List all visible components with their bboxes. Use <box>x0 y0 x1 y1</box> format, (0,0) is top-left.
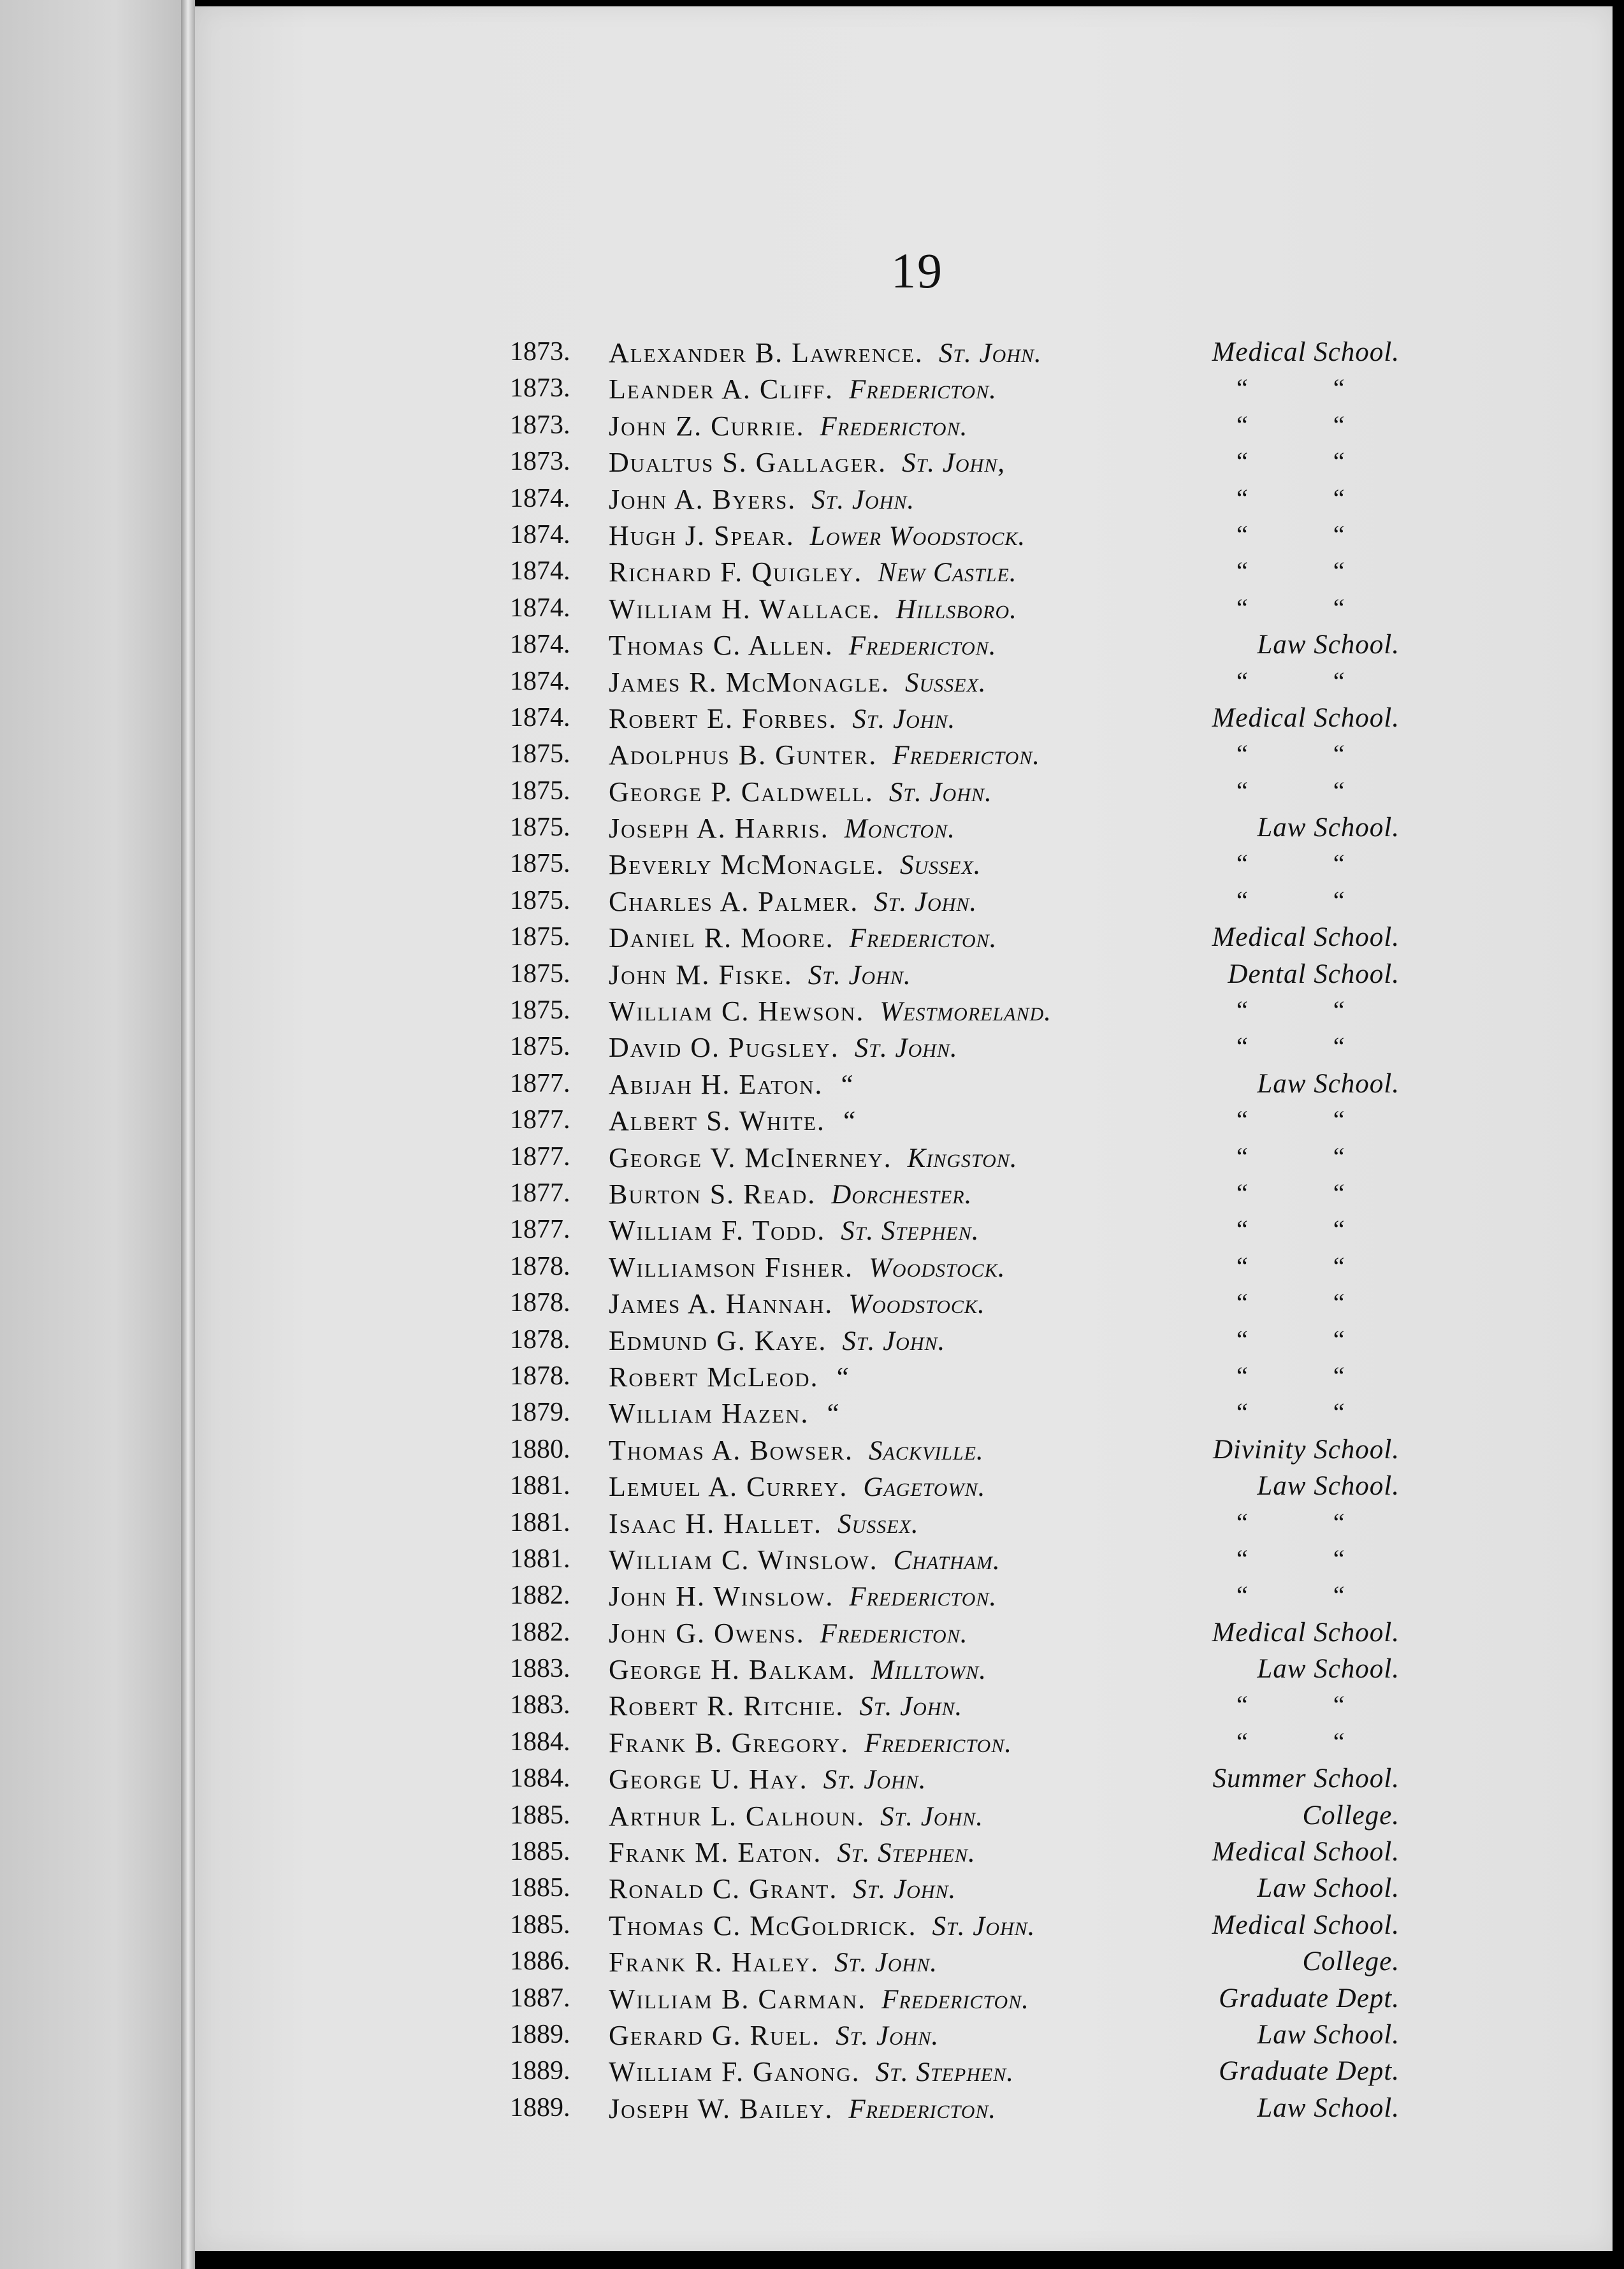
entry-name <box>609 629 997 662</box>
list-item <box>0 2092 1624 2129</box>
list-item <box>0 1690 1624 1726</box>
entry-school: “ “ <box>1236 556 1384 586</box>
entry-name-text: William F. Todd. <box>609 1215 826 1247</box>
entry-name <box>609 1470 985 1503</box>
entry-name-text: Frank B. Gregory. <box>609 1727 850 1758</box>
entry-school: “ “ <box>1236 1178 1384 1207</box>
entry-school: “ “ <box>1236 1105 1384 1134</box>
entry-school: Medical School. <box>1212 1837 1400 1867</box>
entry-place: Fredericton. <box>892 741 1041 771</box>
entry-year: 1875. <box>510 849 570 879</box>
entry-name <box>609 1287 985 1320</box>
entry-place: St. John. <box>859 1692 963 1722</box>
list-item <box>0 1983 1624 2019</box>
entry-place: Woodstock. <box>848 1289 985 1320</box>
list-item <box>0 337 1624 373</box>
list-item <box>0 1031 1624 1068</box>
entry-school: “ “ <box>1236 1361 1384 1390</box>
entry-school: Law School. <box>1257 1471 1400 1502</box>
entry-year: 1879. <box>510 1398 570 1428</box>
entry-name-text: Thomas C. Allen. <box>609 630 834 662</box>
entry-name <box>609 556 1017 588</box>
list-item <box>0 1251 1624 1287</box>
entry-name-text: William C. Winslow. <box>609 1544 878 1576</box>
entry-name <box>609 1580 997 1613</box>
entry-name-text: George H. Balkam. <box>609 1654 856 1686</box>
list-item <box>0 959 1624 995</box>
entry-place: St. John. <box>836 2020 939 2051</box>
entry-name-text: James A. Hannah. <box>609 1288 834 1320</box>
entry-place: Milltown. <box>871 1655 987 1686</box>
entry-name-text: Frank R. Haley. <box>609 1946 820 1978</box>
entry-year: 1882. <box>510 1581 570 1611</box>
entry-name <box>609 739 1040 771</box>
entry-place: Kingston. <box>907 1143 1018 1173</box>
entry-place: Sussex. <box>899 850 982 881</box>
entry-name-text: Leander A. Cliff. <box>609 373 834 405</box>
entry-school: “ “ <box>1236 410 1384 439</box>
entry-name <box>609 1800 983 1832</box>
entry-name-text: William H. Wallace. <box>609 593 881 625</box>
entry-school: Graduate Dept. <box>1219 2056 1400 2087</box>
list-item <box>0 776 1624 812</box>
entry-name-text: Dualtus S. Gallager. <box>609 447 887 479</box>
entry-school: “ “ <box>1236 519 1384 549</box>
entry-name <box>609 483 915 516</box>
entry-year: 1882. <box>510 1617 570 1647</box>
entry-school: “ “ <box>1236 447 1384 476</box>
entry-name <box>609 1617 968 1649</box>
list-item <box>0 1580 1624 1616</box>
entry-name-text: David O. Pugsley. <box>609 1032 839 1064</box>
entry-place: St. Stephen. <box>837 1838 976 1869</box>
entry-school: “ “ <box>1236 1251 1384 1280</box>
entry-place: St. John. <box>808 960 911 990</box>
entry-place: Lower Woodstock. <box>809 521 1026 551</box>
entry-school: “ “ <box>1236 1142 1384 1171</box>
entry-name-text: Isaac H. Hallet. <box>609 1507 823 1539</box>
entry-year: 1875. <box>510 922 570 952</box>
entry-school: “ “ <box>1236 1324 1384 1354</box>
list-item <box>0 410 1624 446</box>
entry-year: 1873. <box>510 447 570 477</box>
entry-name-text: William Hazen. <box>609 1398 809 1430</box>
entry-place: Fredericton. <box>820 411 968 442</box>
entry-name <box>609 666 987 699</box>
entry-place: Fredericton. <box>849 924 997 954</box>
entry-school: Law School. <box>1257 630 1400 660</box>
entry-place: St. John. <box>834 1948 938 1978</box>
entry-place: Gagetown. <box>863 1472 986 1503</box>
entry-place: St. John. <box>874 887 978 917</box>
entry-school: Medical School. <box>1212 702 1400 733</box>
entry-name-text: Thomas A. Bowser. <box>609 1434 854 1466</box>
entry-name-text: Gerard G. Ruel. <box>609 2019 821 2051</box>
entry-year: 1874. <box>510 630 570 660</box>
entry-year: 1889. <box>510 2019 570 2049</box>
entry-name <box>609 1397 840 1430</box>
entry-year: 1889. <box>510 2056 570 2086</box>
list-item <box>0 1617 1624 1653</box>
entry-name <box>609 593 1017 625</box>
entry-school: “ “ <box>1236 373 1384 403</box>
entry-name <box>609 995 1052 1027</box>
list-item <box>0 1727 1624 1763</box>
entry-name <box>609 1434 984 1467</box>
entry-name <box>609 1361 850 1393</box>
list-item <box>0 885 1624 922</box>
entry-place: St. John. <box>811 484 915 515</box>
entry-year: 1881. <box>510 1507 570 1537</box>
entry-year: 1875. <box>510 959 570 989</box>
entry-name-text: Robert McLeod. <box>609 1361 819 1393</box>
entry-school: “ “ <box>1236 666 1384 695</box>
entry-school: Dental School. <box>1228 959 1400 989</box>
entry-place: St. John. <box>880 1801 983 1832</box>
entry-name-text: Adolphus B. Gunter. <box>609 739 878 771</box>
entry-name <box>609 1544 1001 1576</box>
entry-name <box>609 1507 919 1540</box>
list-item <box>0 1507 1624 1544</box>
list-item <box>0 1324 1624 1361</box>
entry-school: Law School. <box>1257 2092 1400 2123</box>
entry-year: 1885. <box>510 1837 570 1867</box>
entry-year: 1885. <box>510 1873 570 1903</box>
entry-name-text: William C. Hewson. <box>609 996 865 1027</box>
entry-name <box>609 1983 1029 2015</box>
entry-school: “ “ <box>1236 1581 1384 1610</box>
entry-place: St. Stephen. <box>841 1216 980 1247</box>
entry-name <box>609 1142 1018 1174</box>
list-item <box>0 483 1624 519</box>
entry-school: Summer School. <box>1212 1764 1400 1794</box>
entry-year: 1873. <box>510 373 570 403</box>
entry-name <box>609 1653 987 1686</box>
entry-year: 1875. <box>510 739 570 769</box>
list-item <box>0 2019 1624 2055</box>
entry-name-text: George V. McInerney. <box>609 1142 892 1173</box>
list-item <box>0 1544 1624 1580</box>
entry-year: 1885. <box>510 1910 570 1939</box>
entry-place: “ <box>840 1106 857 1137</box>
entry-place: Fredericton. <box>848 631 997 662</box>
entry-name <box>609 922 997 954</box>
entry-place: Sussex. <box>837 1509 919 1539</box>
entry-year: 1883. <box>510 1690 570 1720</box>
entry-year: 1874. <box>510 483 570 513</box>
entry-year: 1884. <box>510 1764 570 1794</box>
entry-place: St. John. <box>938 338 1042 368</box>
list-item <box>0 995 1624 1031</box>
entry-year: 1878. <box>510 1288 570 1318</box>
list-item <box>0 1434 1624 1470</box>
entry-school: Medical School. <box>1212 1617 1400 1648</box>
entry-name-text: James R. McMonagle. <box>609 666 890 698</box>
entry-school: Medical School. <box>1212 922 1400 953</box>
entry-name <box>609 1873 956 1905</box>
entry-year: 1875. <box>510 1032 570 1062</box>
entry-year: 1883. <box>510 1654 570 1684</box>
entry-school: “ “ <box>1236 1507 1384 1537</box>
list-item <box>0 1142 1624 1178</box>
entry-name <box>609 446 1005 479</box>
entry-place: Westmoreland. <box>880 997 1052 1027</box>
entry-place: Fredericton. <box>849 375 997 405</box>
entry-school: “ “ <box>1236 483 1384 512</box>
entry-name <box>609 812 955 845</box>
entry-year: 1875. <box>510 813 570 843</box>
entry-name-text: William B. Carman. <box>609 1983 867 2015</box>
list-item <box>0 1287 1624 1324</box>
list-item <box>0 1214 1624 1250</box>
list-item <box>0 1910 1624 1946</box>
entry-name <box>609 959 911 991</box>
entry-place: Chatham. <box>893 1545 1001 1576</box>
entry-school: Divinity School. <box>1212 1434 1400 1465</box>
entry-name-text: Edmund G. Kaye. <box>609 1324 827 1356</box>
entry-year: 1877. <box>510 1142 570 1171</box>
entry-year: 1877. <box>510 1215 570 1245</box>
entry-school: “ “ <box>1236 885 1384 915</box>
entry-school: “ “ <box>1236 739 1384 769</box>
alumni-list <box>0 337 1624 2129</box>
entry-name <box>609 1763 926 1795</box>
list-item <box>0 446 1624 482</box>
entry-name <box>609 1910 1035 1942</box>
entry-name-text: John H. Winslow. <box>609 1581 834 1613</box>
entry-year: 1878. <box>510 1251 570 1281</box>
entry-year: 1877. <box>510 1105 570 1135</box>
entry-year: 1874. <box>510 702 570 732</box>
entry-place: Fredericton. <box>848 2094 997 2124</box>
entry-place: St. John. <box>842 1326 946 1356</box>
entry-place: St. John. <box>854 1033 958 1064</box>
entry-name <box>609 776 992 808</box>
entry-place: “ <box>838 1069 855 1100</box>
entry-name <box>609 337 1042 369</box>
list-item <box>0 1946 1624 1982</box>
entry-school: College. <box>1302 1800 1400 1830</box>
entry-name-text: Ronald C. Grant. <box>609 1873 838 1905</box>
entry-school: “ “ <box>1236 996 1384 1025</box>
entry-place: Fredericton. <box>864 1728 1012 1758</box>
entry-school: Medical School. <box>1212 1910 1400 1940</box>
entry-name <box>609 2019 939 2052</box>
list-item <box>0 1470 1624 1507</box>
entry-place: Fredericton. <box>820 1618 968 1649</box>
entry-name <box>609 2055 1014 2088</box>
list-item <box>0 812 1624 848</box>
entry-school: Law School. <box>1257 813 1400 843</box>
entry-name <box>609 1068 854 1101</box>
entry-name <box>609 1178 972 1210</box>
list-item <box>0 1397 1624 1433</box>
entry-year: 1878. <box>510 1361 570 1391</box>
entry-school: Law School. <box>1257 1654 1400 1685</box>
entry-name <box>609 1836 976 1869</box>
entry-year: 1873. <box>510 337 570 366</box>
list-item <box>0 593 1624 629</box>
entry-school: Medical School. <box>1212 337 1400 367</box>
entry-name-text: Lemuel A. Currey. <box>609 1471 848 1503</box>
entry-school: “ “ <box>1236 1690 1384 1720</box>
entry-name-text: Abijah H. Eaton. <box>609 1068 823 1100</box>
list-item <box>0 666 1624 702</box>
entry-name-text: Thomas C. McGoldrick. <box>609 1910 917 1941</box>
entry-year: 1874. <box>510 593 570 623</box>
entry-school: Law School. <box>1257 2019 1400 2050</box>
entry-place: New Castle. <box>878 558 1017 588</box>
entry-name-text: Burton S. Read. <box>609 1178 816 1210</box>
entry-name-text: John M. Fiske. <box>609 959 793 990</box>
entry-name-text: Robert R. Ritchie. <box>609 1690 845 1722</box>
entry-year: 1873. <box>510 410 570 440</box>
entry-place: Hillsboro. <box>895 594 1017 625</box>
list-item <box>0 702 1624 739</box>
entry-school: “ “ <box>1236 1727 1384 1756</box>
entry-year: 1874. <box>510 556 570 586</box>
entry-name-text: Joseph W. Bailey. <box>609 2092 834 2124</box>
entry-place: “ <box>824 1399 841 1430</box>
entry-school: “ “ <box>1236 1032 1384 1061</box>
entry-place: Moncton. <box>844 814 955 845</box>
entry-year: 1875. <box>510 776 570 806</box>
entry-year: 1874. <box>510 666 570 696</box>
entry-name <box>609 1324 945 1357</box>
entry-year: 1875. <box>510 996 570 1026</box>
entry-year: 1874. <box>510 519 570 549</box>
entry-name <box>609 1946 938 1978</box>
entry-name <box>609 1251 1005 1284</box>
list-item <box>0 1068 1624 1105</box>
entry-name-text: William F. Ganong. <box>609 2056 860 2088</box>
entry-name <box>609 885 977 918</box>
entry-place: St. John. <box>853 1874 957 1905</box>
entry-year: 1884. <box>510 1727 570 1757</box>
entry-year: 1881. <box>510 1544 570 1574</box>
entry-school: Law School. <box>1257 1068 1400 1099</box>
entry-name-text: Robert E. Forbes. <box>609 702 837 734</box>
entry-school: “ “ <box>1236 1398 1384 1427</box>
list-item <box>0 1361 1624 1397</box>
entry-school: “ “ <box>1236 1215 1384 1244</box>
entry-name <box>609 1690 962 1722</box>
entry-name-text: George P. Caldwell. <box>609 776 874 808</box>
list-item <box>0 1178 1624 1214</box>
entry-name <box>609 848 981 881</box>
entry-year: 1878. <box>510 1324 570 1354</box>
entry-school: “ “ <box>1236 1544 1384 1573</box>
entry-year: 1886. <box>510 1946 570 1976</box>
list-item <box>0 2055 1624 2092</box>
entry-place: Fredericton. <box>881 1984 1029 2015</box>
entry-place: St. John. <box>888 777 992 808</box>
list-item <box>0 556 1624 592</box>
list-item <box>0 373 1624 409</box>
entry-name-text: George U. Hay. <box>609 1764 808 1795</box>
list-item <box>0 1873 1624 1909</box>
entry-school: “ “ <box>1236 849 1384 878</box>
entry-name-text: Charles A. Palmer. <box>609 885 859 917</box>
entry-name-text: Joseph A. Harris. <box>609 813 829 845</box>
entry-name <box>609 519 1026 552</box>
entry-name-text: Frank M. Eaton. <box>609 1837 822 1869</box>
list-item <box>0 848 1624 885</box>
entry-name-text: Richard F. Quigley. <box>609 556 863 588</box>
entry-place: Woodstock. <box>869 1252 1006 1283</box>
entry-school: “ “ <box>1236 1288 1384 1317</box>
entry-place: St. John. <box>932 1911 1036 1941</box>
entry-name <box>609 410 968 442</box>
entry-school: Graduate Dept. <box>1219 1983 1400 2013</box>
list-item <box>0 1763 1624 1799</box>
page-number: 19 <box>891 243 943 298</box>
entry-name-text: Beverly McMonagle. <box>609 849 885 881</box>
entry-name <box>609 1214 979 1247</box>
entry-school: Law School. <box>1257 1873 1400 1904</box>
entry-school: “ “ <box>1236 776 1384 805</box>
entry-year: 1885. <box>510 1800 570 1830</box>
entry-year: 1877. <box>510 1178 570 1208</box>
entry-name <box>609 1105 857 1137</box>
entry-name-text: Arthur L. Calhoun. <box>609 1800 866 1832</box>
list-item <box>0 629 1624 665</box>
entry-name-text: Albert S. White. <box>609 1105 825 1137</box>
entry-year: 1880. <box>510 1434 570 1464</box>
entry-year: 1877. <box>510 1068 570 1098</box>
entry-place: Fredericton. <box>849 1582 997 1613</box>
entry-school: College. <box>1302 1946 1400 1977</box>
entry-name <box>609 373 997 405</box>
list-item <box>0 739 1624 775</box>
entry-name-text: John A. Byers. <box>609 483 797 515</box>
entry-name-text: Hugh J. Spear. <box>609 519 795 551</box>
entry-year: 1881. <box>510 1471 570 1501</box>
entry-name-text: Williamson Fisher. <box>609 1251 854 1283</box>
list-item <box>0 1653 1624 1690</box>
entry-place: Sussex. <box>904 667 987 698</box>
entry-place: Dorchester. <box>831 1179 973 1210</box>
entry-year: 1875. <box>510 885 570 915</box>
entry-name-text: John Z. Currie. <box>609 410 805 442</box>
list-item <box>0 1105 1624 1141</box>
entry-name <box>609 702 955 735</box>
entry-name-text: Daniel R. Moore. <box>609 922 834 954</box>
entry-name <box>609 1031 958 1064</box>
entry-year: 1887. <box>510 1983 570 2013</box>
list-item <box>0 1836 1624 1873</box>
entry-name-text: John G. Owens. <box>609 1617 805 1649</box>
entry-year: 1889. <box>510 2092 570 2122</box>
entry-place: St. John. <box>823 1765 927 1795</box>
entry-name <box>609 2092 996 2125</box>
entry-name <box>609 1727 1012 1759</box>
entry-name-text: Alexander B. Lawrence. <box>609 337 924 368</box>
list-item <box>0 519 1624 556</box>
entry-place: St. John. <box>852 704 956 734</box>
list-item <box>0 922 1624 958</box>
entry-place: St. Stephen. <box>875 2057 1014 2088</box>
list-item <box>0 1800 1624 1836</box>
entry-place: “ <box>834 1362 850 1393</box>
entry-school: “ “ <box>1236 593 1384 622</box>
entry-place: Sackville. <box>869 1435 984 1466</box>
entry-place: St. John, <box>902 448 1005 479</box>
